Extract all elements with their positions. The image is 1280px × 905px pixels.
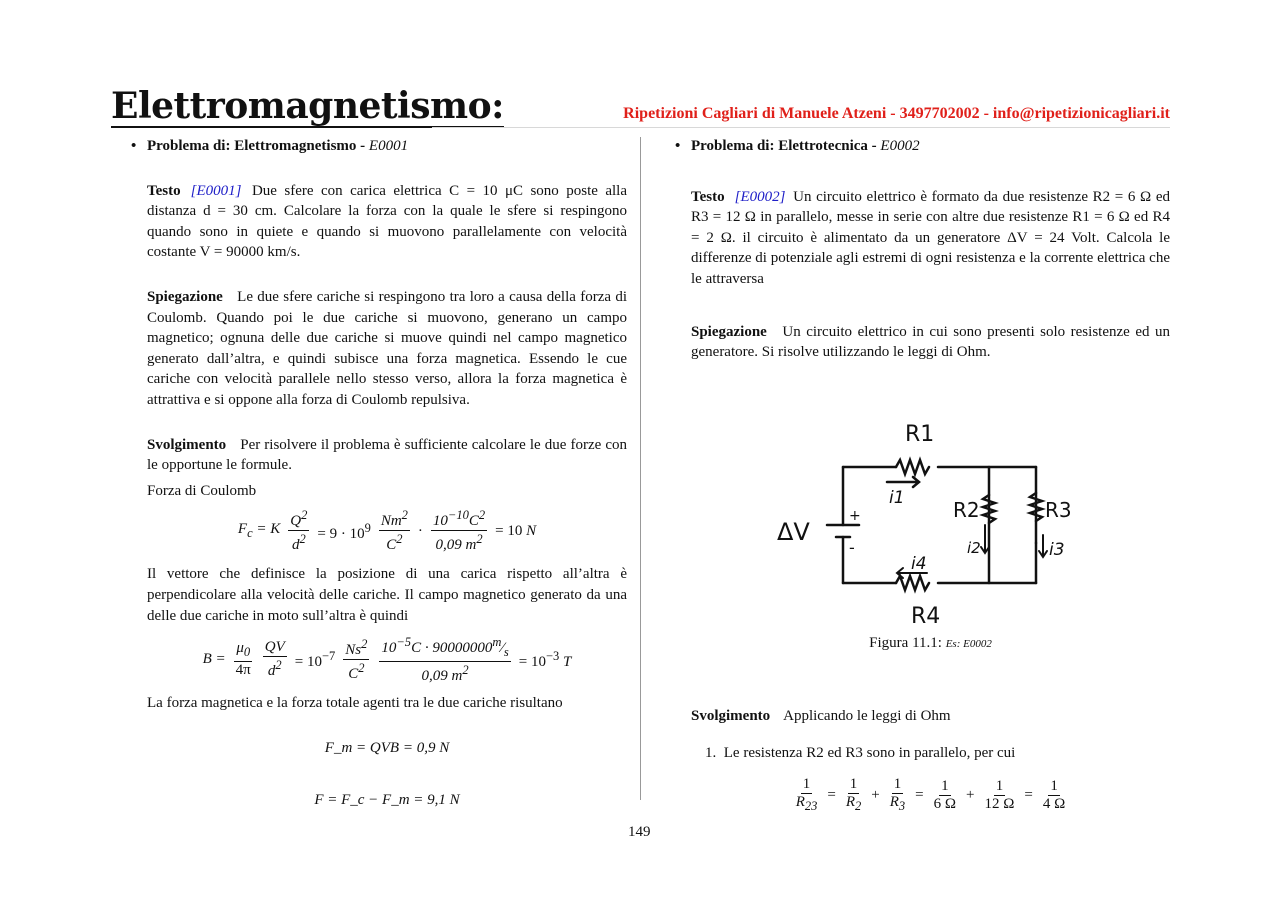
circuit-figure [691,385,1170,635]
problem-heading-left: • Problema di: Elettromagnetismo - E0001 [131,138,409,154]
magnetic-field-equation: B = $\frac{\mu_0}{4\pi}$ $\frac{QV}{d^2}$ = $10^{-7}$ $\frac{Ns^2}{C^2}$ $\frac{10^{-5}C \cdot 90000000^m⁄_s}{0,09 m^2}$ = $10^{-3}$ T [202,635,572,685]
column-divider [640,137,641,800]
label-r2: R2 [953,497,980,522]
coulomb-label: Forza di Coulomb [147,482,257,499]
testo-paragraph-left: Testo [E0001] Due sfere con carica elettrica C = 10 μC sono poste alla distanza d = 30 cm. Calcolare la forza con la quale le sfere si respingono quando sono in quiete e quando si muovono parallelamente con velocità costante V = 90000 km/s. [147,182,628,261]
svolgimento-paragraph-left: Svolgimento Per risolvere il problema è sufficiente calcolare le due forze con le opportune le formule. [147,436,627,474]
result-paragraph: La forza magnetica e la forza totale agenti tra le due cariche risultano [147,695,563,712]
header-contact: Ripetizioni Cagliari di Manuele Atzeni - 3497702002 - info@ripetizionicagliari.it [623,105,1170,122]
problem-ref-link[interactable]: [E0001] [190,182,242,199]
label-r1: R1 [905,421,935,447]
label-dv: ΔV [777,517,810,546]
testo-paragraph-right: Testo [E0002] Un circuito elettrico è formato da due resistenze R2 = 6 Ω ed R3 = 12 Ω in parallelo, messe in serie con altre due resistenze R1 = 6 Ω ed R4 = 2 Ω. il circuito è alimentato da un generatore ΔV = 24 Volt. Calcola le differenze di potenziale agli estremi di ogni resistenza e la corrente elettrica che le attraversa [691,188,1171,287]
parallel-resistance-equation: $\frac{1}{R_{23}}$ = $\frac{1}{R_2}$ + $\frac{1}{R_3}$ = $\frac{1}{6 \Omega}$ + $\frac{1}{12 \Omega}$ = $\frac{1}{4 \Omega}$ [795,775,1066,813]
label-r4: R4 [911,603,941,629]
label-i2: i2 [967,538,981,557]
resistor-r4 [896,576,929,590]
total-force-equation: F = F_c − F_m = 9,1 N [314,792,460,809]
spiegazione-paragraph-left: Spiegazione Le due sfere cariche si respingono tra loro a causa della forza di Coulomb. Quando poi le due cariche si muovono, generano un campo magnetico; ognuna delle due cariche si muove quindi nel campo magnetico generato dall’altra, e quindi subisce una forza magnetica. Essendo le cue cariche con velocità parallele nello stesso verso, allora la forza magnetica è attrattiva e si oppone alla forza di Coulomb repulsiva. [147,288,628,408]
right-column [675,136,1170,815]
circuit-diagram [691,385,1186,635]
coulomb-equation: $F_c = K$ $\frac{Q^2}{d^2}$ = $9 \cdot 10^9$ $\frac{Nm^2}{C^2}$ · $\frac{10^{-10}C^2}{0,09 m^2}$ = 10 N [237,508,537,554]
label-i1: i1 [889,487,905,508]
resistor-r1 [896,460,929,474]
label-plus: + [849,507,861,524]
vector-paragraph: Il vettore che definisce la posizione di una carica rispetto all’altra è perpendicolare alla velocità delle cariche. Il campo magnetico generato da una delle due cariche in moto sull’altra è quindi [147,566,627,624]
solution-list [675,743,1170,764]
svolgimento-paragraph-right: Svolgimento Applicando le leggi di Ohm [691,708,951,725]
page-title: Elettromagnetismo: [111,85,504,127]
label-minus: - [849,537,855,557]
figure-caption: Figura 11.1: Es: E0002 [869,634,992,651]
page-number: 149 [628,824,651,840]
label-i3: i3 [1049,539,1065,560]
label-r3: R3 [1045,497,1072,522]
spiegazione-paragraph-right: Spiegazione Un circuito elettrico in cui sono presenti solo resistenze ed un generatore. Si risolve utilizzando le leggi di Ohm. [691,323,1170,361]
magnetic-force-equation: F_m = QVB = 0,9 N [324,739,450,756]
problem-ref-link-right[interactable]: [E0002] [734,188,786,205]
list-item: 1. Le resistenza R2 ed R3 sono in parallelo, per cui [705,744,1016,761]
problem-heading-right: • Problema di: Elettrotecnica - E0002 [675,138,920,154]
left-column [131,136,627,811]
label-i4: i4 [911,553,927,574]
header-rule [432,127,1170,128]
